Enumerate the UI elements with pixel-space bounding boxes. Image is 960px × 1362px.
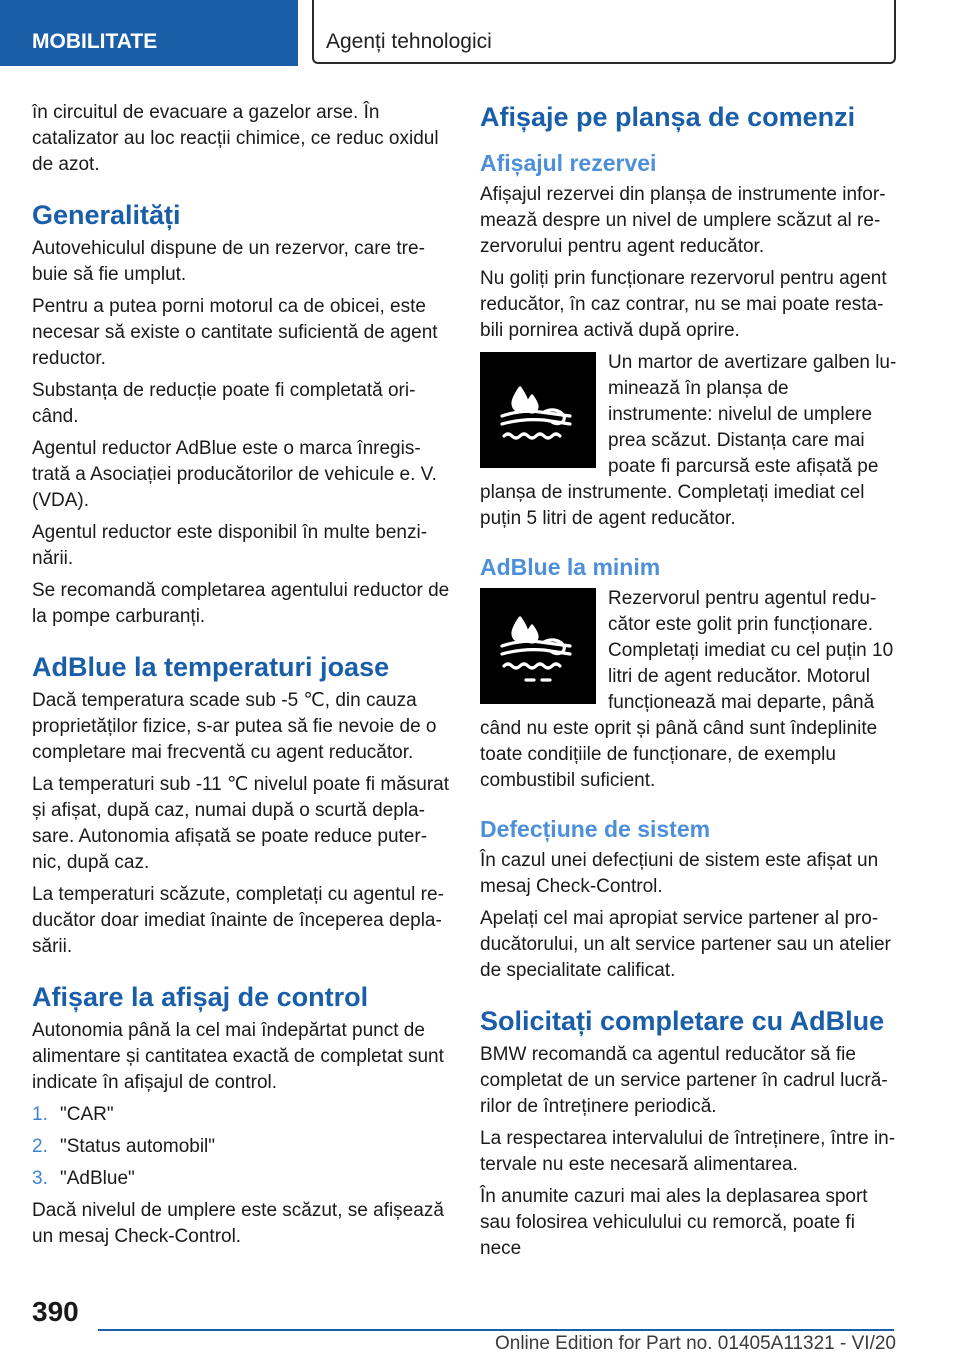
step-number: 3. [32,1168,48,1189]
paragraph: La temperaturi scăzute, completați cu agentul reducător doar imediat înainte de începerea deplasării. [32,884,444,957]
right-column [480,100,898,1268]
minimum-block [480,586,898,800]
paragraph: Autovehiculul dispune de un rezervor, care trebuie să fie umplut. [32,238,425,285]
heading-temperaturi: AdBlue la temperaturi joase [32,652,390,682]
paragraph: Autonomia până la cel mai îndepărtat punct de alimentare și cantitatea exactă de completat sunt indicate în afișajul de control. [32,1020,444,1093]
paragraph: Dacă nivelul de umplere este scăzut, se afișează un mesaj Check-Control. [32,1200,444,1247]
paragraph: BMW recomandă ca agentul reducător să fie completat de un service partener în cadrul lucrărilor de întreținere periodică. [480,1044,888,1117]
paragraph: Dacă temperatura scade sub -5 ℃, din cauza proprietăților fizice, s-ar putea să fie nevoie de o completare mai frecventă cu agent reducător. [32,690,437,763]
intro-paragraph: în circuitul de evacuare a gazelor arse. În catalizator au loc reacții chimice, ce reduc oxidul de azot. [32,102,439,175]
heading-generalitati: Generalități [32,200,181,230]
footer-divider [98,1329,894,1331]
left-column [32,100,450,1256]
list-item [32,1134,450,1160]
paragraph: Substanța de reducție poate fi completată oricând. [32,380,416,427]
section-tab: MOBILITATE [0,0,298,66]
step-text: "AdBlue" [60,1168,135,1189]
chapter-title: Agenți tehnologici [312,0,896,64]
paragraph: Un martor de avertizare galben luminează în planșa de instrumente: nivelul de umplere prea scăzut. Distanța care mai poate fi parcursă este afișată pe planșa de instrumente. Completați imediat cel puțin 5 litri de agent reducător. [480,352,897,529]
paragraph: Nu goliți prin funcționare rezervorul pentru agent reducător, în caz contrar, nu se mai poate restabili pornirea activă după oprire. [480,268,887,341]
heading-rezervei: Afișajul rezervei [480,150,657,176]
paragraph: La temperaturi sub -11 ℃ nivelul poate fi măsurat și afișat, după caz, numai după o scurtă deplasare. Autonomia afișată se poate reduce puternic, după caz. [32,774,450,873]
adblue-minimum-icon [480,588,596,704]
step-text: "CAR" [60,1104,114,1125]
step-text: "Status automobil" [60,1136,216,1157]
paragraph: Pentru a putea porni motorul ca de obicei, este necesar să existe o cantitate suficientă de agent reductor. [32,296,438,369]
paragraph: Agentul reductor AdBlue este o marca înregistrată a Asociației producătorilor de vehicule e. V. (VDA). [32,438,437,511]
heading-solicitati: Solicitați completare cu AdBlue [480,1006,885,1036]
page-number: 390 [32,1296,79,1327]
page-header [0,0,960,66]
heading-defectiune: Defecțiune de sistem [480,816,711,842]
paragraph: În anumite cazuri mai ales la deplasarea sport sau folosirea vehiculului cu remorcă, poate fi nece [480,1186,868,1259]
list-item [32,1102,450,1128]
warning-block [480,350,898,538]
paragraph: În cazul unei defecțiuni de sistem este afișat un mesaj Check-Control. [480,850,879,897]
adblue-warning-icon [480,352,596,468]
edition-note: Online Edition for Part no. 01405A11321 - VI/20 [494,1333,896,1354]
steps-list [32,1102,450,1192]
heading-afisare: Afișare la afișaj de control [32,982,369,1012]
step-number: 2. [32,1136,48,1157]
list-item [32,1166,450,1192]
heading-minim: AdBlue la minim [480,554,661,580]
paragraph: La respectarea intervalului de întreținere, între intervale nu este necesară alimentarea. [480,1128,896,1175]
heading-afisaje: Afișaje pe planșa de comenzi [480,102,856,132]
paragraph: Apelați cel mai apropiat service partener al producătorului, un alt service partener sau un atelier de specialitate calificat. [480,908,891,981]
paragraph: Rezervorul pentru agentul reducător este golit prin funcționare. Completați imediat cu cel puțin 10 litri de agent reducător. Motorul funcționează mai departe, până când nu este oprit și până când sunt îndeplinite toate condițiile de funcționare, de exemplu combustibil suficient. [480,588,894,791]
paragraph: Afișajul rezervei din planșa de instrumente informează despre un nivel de umplere scăzut al rezervorului pentru agent reducător. [480,184,886,257]
paragraph: Agentul reductor este disponibil în multe benzinării. [32,522,428,569]
paragraph: Se recomandă completarea agentului reductor de la pompe carburanți. [32,580,450,627]
step-number: 1. [32,1104,48,1125]
